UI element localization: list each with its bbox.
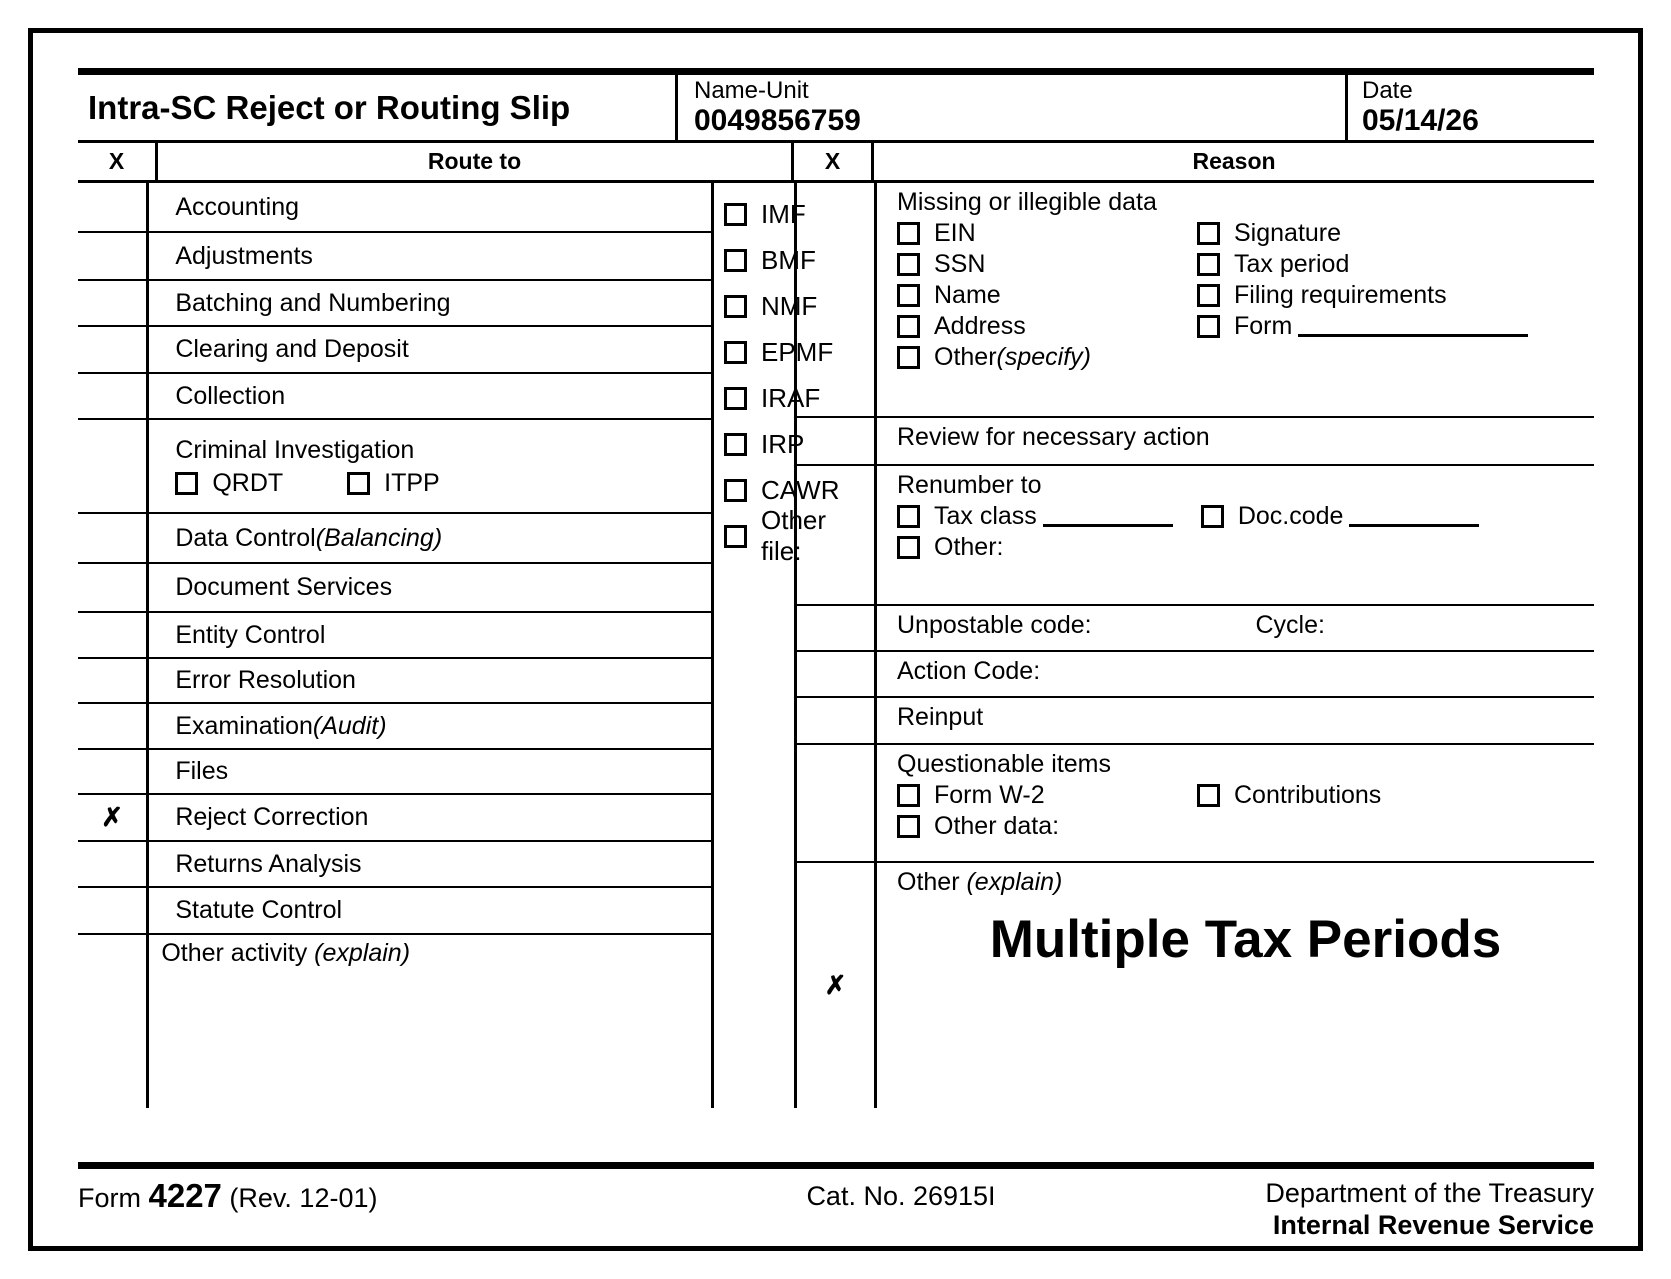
route-item-statute-control[interactable]: Statute Control (149, 888, 711, 935)
agency-label: Internal Revenue Service (1272, 1210, 1594, 1240)
route-item-adjustments[interactable]: Adjustments (149, 233, 711, 281)
questionable-row-1 (897, 780, 1594, 811)
checkbox-icon[interactable] (897, 222, 920, 245)
file-type-label: Other file: (761, 505, 827, 566)
checkbox-icon[interactable] (1197, 315, 1220, 338)
checkbox-icon[interactable] (897, 315, 920, 338)
route-x-batching[interactable] (78, 281, 146, 327)
missing-row-5 (897, 342, 1594, 373)
reason-label-column (877, 183, 1594, 1108)
missing-option-label: Signature (1234, 219, 1342, 247)
checkbox-icon[interactable] (897, 784, 920, 807)
renumber-row-2 (897, 532, 1594, 563)
missing-row-2 (897, 249, 1594, 280)
route-item-data-control-note: (Balancing) (315, 523, 443, 552)
missing-option-signature[interactable] (1197, 218, 1341, 249)
reason-renumber (877, 466, 1594, 606)
criminal-investigation-suboptions (175, 470, 503, 497)
missing-option-tax-period[interactable] (1197, 249, 1349, 280)
qrdt-option[interactable] (175, 470, 283, 497)
form-number-block (78, 1177, 678, 1215)
other-activity-field[interactable] (149, 935, 711, 1108)
checkbox-icon[interactable] (347, 472, 370, 495)
route-x-returns-analysis[interactable] (78, 842, 146, 888)
reason-x-other[interactable]: ✗ (824, 970, 847, 1000)
route-item-data-control[interactable] (149, 514, 711, 564)
file-type-label: EPMF (761, 336, 834, 367)
reason-questionable-items (877, 745, 1594, 863)
questionable-row-2 (897, 811, 1594, 842)
route-x-criminal-investigation[interactable] (78, 420, 146, 514)
reason-column-header: Reason (1192, 148, 1276, 174)
missing-data-title: Missing or illegible data (897, 188, 1157, 216)
file-type-imf[interactable] (724, 191, 806, 237)
file-type-nmf[interactable] (724, 283, 818, 329)
route-item-clearing-and-deposit[interactable]: Clearing and Deposit (149, 327, 711, 374)
checkbox-icon[interactable] (1201, 505, 1224, 528)
checkbox-icon[interactable] (897, 815, 920, 838)
questionable-form-w2-label: Form W-2 (934, 781, 1045, 809)
route-item-entity-control[interactable]: Entity Control (149, 613, 711, 659)
other-activity-note: (explain) (314, 939, 411, 967)
route-x-adjustments[interactable] (78, 233, 146, 281)
renumber-row-1 (897, 501, 1594, 532)
reason-unpostable[interactable] (877, 606, 1594, 652)
route-item-document-services[interactable]: Document Services (149, 564, 711, 613)
department-label: Department of the Treasury (1265, 1178, 1594, 1208)
route-item-files[interactable]: Files (149, 750, 711, 795)
x-column-header-left: X (78, 143, 158, 180)
route-x-reject-correction[interactable]: ✗ (78, 795, 146, 842)
missing-other-label: Other (934, 343, 997, 371)
checkbox-icon[interactable] (897, 346, 920, 369)
missing-option-ssn[interactable] (897, 249, 1197, 280)
questionable-contributions-label: Contributions (1234, 781, 1382, 809)
route-label-column (149, 183, 714, 1108)
other-explain-note: (explain) (966, 868, 1063, 896)
questionable-other-data-label: Other data: (934, 812, 1060, 840)
checkbox-icon[interactable] (1197, 284, 1220, 307)
file-type-label: IRAF (761, 382, 821, 413)
route-item-examination[interactable] (149, 704, 711, 750)
route-x-column (78, 183, 149, 1108)
route-to-section (78, 183, 840, 1108)
route-x-other-activity[interactable] (78, 935, 146, 1108)
missing-row-1 (897, 218, 1594, 249)
renumber-other[interactable] (897, 532, 1003, 563)
route-item-reject-correction[interactable]: Reject Correction (149, 795, 711, 842)
missing-option-name[interactable] (897, 280, 1197, 311)
form-body-grid (78, 183, 1594, 1108)
checkbox-icon[interactable] (724, 387, 747, 410)
checkbox-icon[interactable] (724, 433, 747, 456)
renumber-other-label: Other: (934, 533, 1004, 561)
renumber-doc-code[interactable] (1201, 501, 1486, 532)
reason-action-code[interactable]: Action Code: (877, 652, 1594, 698)
date-value: 05/14/26 (1362, 104, 1479, 137)
catalog-number: Cat. No. 26915I (806, 1181, 996, 1211)
reason-x-column (797, 183, 877, 1108)
form-revision: (Rev. 12-01) (221, 1183, 378, 1213)
reason-x-unpostable[interactable] (797, 606, 874, 652)
missing-other-note: (specify) (996, 343, 1091, 371)
route-item-examination-note: (Audit) (312, 711, 387, 740)
checkbox-icon[interactable] (1197, 222, 1220, 245)
qrdt-label: QRDT (212, 469, 284, 497)
file-type-column (714, 183, 840, 1108)
route-x-document-services[interactable] (78, 564, 146, 613)
other-activity-label: Other activity (161, 939, 315, 967)
checkbox-icon[interactable] (724, 295, 747, 318)
missing-option-filing-requirements[interactable] (1197, 280, 1447, 311)
renumber-tax-class-label: Tax class (934, 502, 1037, 530)
route-item-criminal-investigation-label: Criminal Investigation (175, 436, 415, 464)
missing-option-label: Form (1234, 312, 1293, 340)
reason-missing-data (877, 183, 1594, 418)
doc-code-blank-line[interactable] (1349, 506, 1479, 527)
cycle-label: Cycle: (1255, 611, 1325, 639)
reason-x-questionable[interactable] (797, 745, 874, 863)
missing-option-other[interactable] (897, 342, 1091, 373)
column-header-row (78, 143, 1594, 183)
reason-x-action-code[interactable] (797, 652, 874, 698)
reason-reinput[interactable]: Reinput (877, 698, 1594, 745)
file-type-bmf[interactable] (724, 237, 816, 283)
missing-row-3 (897, 280, 1594, 311)
route-item-batching-and-numbering[interactable]: Batching and Numbering (149, 281, 711, 327)
form-header (78, 75, 1594, 143)
date-label: Date (1362, 77, 1413, 104)
missing-option-label: SSN (934, 250, 986, 278)
checkbox-icon[interactable] (724, 203, 747, 226)
route-x-clearing[interactable] (78, 327, 146, 374)
route-x-examination[interactable] (78, 704, 146, 750)
route-item-examination-label: Examination (175, 711, 313, 740)
renumber-doc-code-label: Doc.code (1237, 502, 1344, 530)
file-type-label: NMF (761, 290, 818, 321)
checkbox-icon[interactable] (897, 253, 920, 276)
reason-other-explain[interactable] (877, 863, 1594, 1108)
questionable-form-w2[interactable] (897, 780, 1197, 811)
route-item-criminal-investigation[interactable] (149, 420, 711, 514)
route-x-entity-control[interactable] (78, 613, 146, 659)
checkbox-icon[interactable] (1197, 784, 1220, 807)
route-item-error-resolution[interactable]: Error Resolution (149, 659, 711, 704)
unpostable-code-label: Unpostable code: (897, 611, 1092, 639)
route-item-returns-analysis[interactable]: Returns Analysis (149, 842, 711, 888)
checkbox-icon[interactable] (724, 341, 747, 364)
reason-section (797, 183, 1594, 1108)
missing-option-label: EIN (934, 219, 976, 247)
missing-row-4 (897, 311, 1594, 342)
reason-x-review[interactable] (797, 418, 874, 466)
checkbox-icon[interactable] (897, 284, 920, 307)
form-body (78, 68, 1594, 1158)
reason-x-missing-data[interactable] (797, 183, 874, 418)
route-to-column-header: Route to (158, 143, 794, 180)
missing-option-label: Name (934, 281, 1001, 309)
file-type-label: BMF (761, 244, 816, 275)
route-x-data-control[interactable] (78, 514, 146, 564)
file-type-irp[interactable] (724, 421, 805, 467)
form-title: Intra-SC Reject or Routing Slip (78, 75, 678, 140)
file-type-epmf[interactable] (724, 329, 834, 375)
file-type-label: CAWR (761, 474, 840, 505)
reason-x-reinput[interactable] (797, 698, 874, 745)
checkbox-icon[interactable] (897, 536, 920, 559)
questionable-other-data[interactable] (897, 811, 1059, 842)
reason-x-renumber[interactable] (797, 466, 874, 606)
route-x-accounting[interactable] (78, 183, 146, 233)
checkbox-icon[interactable] (1197, 253, 1220, 276)
name-unit-field[interactable] (678, 75, 1348, 140)
route-x-files[interactable] (78, 750, 146, 795)
file-type-label: IRP (761, 428, 805, 459)
other-explain-label: Other (897, 868, 967, 896)
route-item-collection[interactable]: Collection (149, 374, 711, 420)
checkbox-icon[interactable] (724, 249, 747, 272)
file-type-iraf[interactable] (724, 375, 821, 421)
x-column-header-right: X (794, 143, 874, 180)
missing-option-ein[interactable] (897, 218, 1197, 249)
missing-option-label: Address (934, 312, 1026, 340)
route-x-error-resolution[interactable] (78, 659, 146, 704)
other-explain-value: Multiple Tax Periods (989, 910, 1502, 969)
missing-option-label: Tax period (1234, 250, 1350, 278)
tax-class-blank-line[interactable] (1043, 506, 1173, 527)
checkbox-icon[interactable] (897, 505, 920, 528)
other-explain-header (897, 867, 1594, 898)
file-type-other[interactable] (724, 505, 827, 566)
questionable-contributions[interactable] (1197, 780, 1381, 811)
agency-block (1124, 1177, 1594, 1241)
renumber-tax-class[interactable] (897, 501, 1179, 532)
file-type-label: IMF (761, 198, 806, 229)
route-x-collection[interactable] (78, 374, 146, 420)
missing-option-label: Filing requirements (1234, 281, 1447, 309)
route-item-accounting[interactable]: Accounting (149, 183, 711, 233)
checkbox-icon[interactable] (724, 525, 747, 548)
route-item-data-control-label: Data Control (175, 523, 316, 552)
form-prefix: Form (78, 1183, 149, 1213)
route-x-statute-control[interactable] (78, 888, 146, 935)
checkbox-icon[interactable] (175, 472, 198, 495)
questionable-title: Questionable items (897, 750, 1112, 778)
name-unit-label: Name-Unit (694, 77, 809, 104)
reason-review[interactable]: Review for necessary action (877, 418, 1594, 466)
name-unit-value: 0049856759 (694, 104, 861, 137)
date-field[interactable] (1348, 75, 1594, 140)
form-blank-line[interactable] (1298, 316, 1528, 337)
itpp-option[interactable] (347, 470, 440, 497)
renumber-title: Renumber to (897, 471, 1042, 499)
missing-option-address[interactable] (897, 311, 1197, 342)
checkbox-icon[interactable] (724, 479, 747, 502)
form-footer (78, 1162, 1594, 1241)
form-number: 4227 (148, 1177, 222, 1214)
missing-option-form[interactable] (1197, 311, 1534, 342)
itpp-label: ITPP (384, 469, 440, 497)
